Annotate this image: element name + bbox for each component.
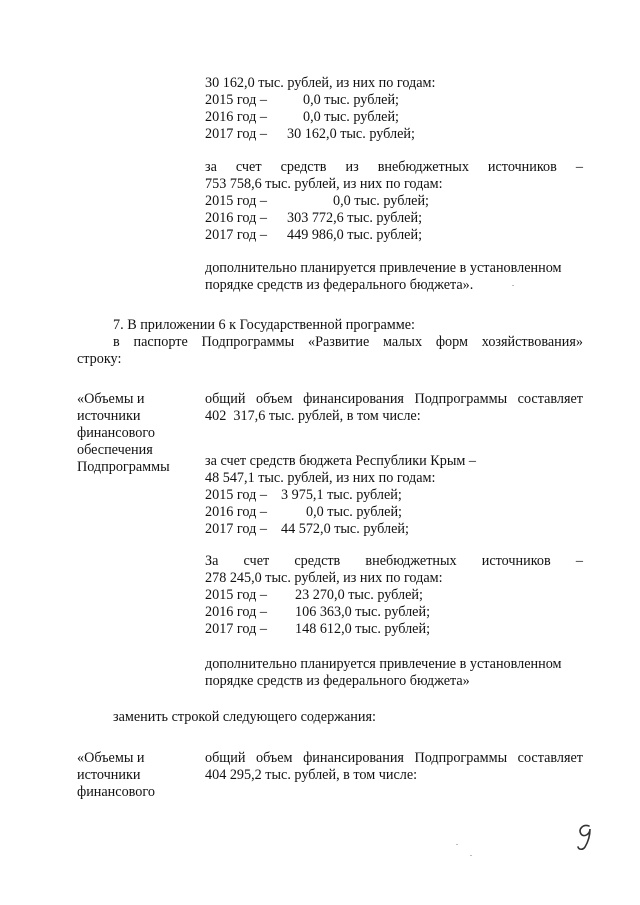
table2-label [77, 750, 155, 801]
table1-budget-line2: 48 547,1 тыс. рублей, из них по годам: [205, 470, 436, 486]
year-label: 2017 год – [205, 227, 267, 243]
year-amount: 106 363,0 тыс. рублей; [295, 604, 431, 620]
year-amount: 0,0 тыс. рублей; [303, 109, 399, 125]
scan-dot [456, 844, 458, 845]
block2-justified-line [205, 159, 583, 176]
word: – [575, 553, 583, 569]
table1-budget-2016 [205, 504, 402, 521]
year-label: 2015 год – [205, 487, 267, 503]
label-line: «Объемы и [77, 391, 145, 407]
word: внебюджетных [365, 553, 457, 569]
scan-dot [512, 285, 514, 286]
word: составляет [517, 750, 583, 766]
label-line: финансового [77, 784, 155, 800]
word: составляет [517, 391, 583, 407]
word: счет [235, 159, 262, 175]
block1-total-line: 30 162,0 тыс. рублей, из них по годам: [205, 75, 436, 91]
label-line: источники [77, 767, 141, 783]
table1-extra-2016 [205, 604, 430, 621]
year-amount: 0,0 тыс. рублей; [303, 92, 399, 108]
table1-budget-2015 [205, 487, 402, 504]
word: «Развитие [307, 334, 370, 350]
year-label: 2017 год – [205, 521, 267, 537]
replace-line: заменить строкой следующего содержания: [113, 709, 376, 725]
word: объем [255, 391, 293, 407]
word: за [205, 159, 217, 175]
block1-year-2017 [205, 126, 415, 143]
label-line: «Объемы и [77, 750, 145, 766]
year-label: 2016 год – [205, 210, 267, 226]
year-label: 2015 год – [205, 587, 267, 603]
block2-total-line: 753 758,6 тыс. рублей, из них по годам: [205, 176, 443, 192]
section7-line3: строку: [77, 351, 122, 367]
word: общий [205, 391, 246, 407]
word: форм [435, 334, 468, 350]
word: – [575, 159, 583, 175]
word: Подпрограммы [414, 750, 508, 766]
table1-label [77, 391, 170, 476]
label-line: источники [77, 408, 141, 424]
block3-line1: дополнительно планируется привлечение в установленном [205, 260, 562, 276]
table1-extra-2017 [205, 621, 430, 638]
year-amount: 303 772,6 тыс. рублей; [287, 210, 423, 226]
word: финансирования [303, 750, 404, 766]
table1-fed-line2: порядке средств из федерального бюджета» [205, 673, 470, 689]
year-label: 2017 год – [205, 621, 267, 637]
year-amount: 44 572,0 тыс. рублей; [281, 521, 409, 537]
table1-intro-line2: 402 317,6 тыс. рублей, в том числе: [205, 408, 421, 424]
table1-fed-line1: дополнительно планируется привлечение в установленном [205, 656, 562, 672]
word: Подпрограммы [201, 334, 295, 350]
word: счет [243, 553, 270, 569]
word: финансирования [303, 391, 404, 407]
block1-year-2015 [205, 92, 399, 109]
year-label: 2016 год – [205, 109, 267, 125]
word: объем [255, 750, 293, 766]
word: малых [383, 334, 423, 350]
word: паспорте [133, 334, 188, 350]
section-heading: 7. В приложении 6 к Государственной программе: [113, 317, 415, 333]
year-label: 2017 год – [205, 126, 267, 142]
table2-intro-line1 [205, 750, 583, 767]
word: За [205, 553, 219, 569]
table1-extra-justified-line [205, 553, 583, 570]
word: источников [487, 159, 557, 175]
year-label: 2016 год – [205, 604, 267, 620]
table1-extra-line2: 278 245,0 тыс. рублей, из них по годам: [205, 570, 443, 586]
label-line: финансового [77, 425, 155, 441]
section7-justified-line [113, 334, 583, 351]
table1-intro-line1 [205, 391, 583, 408]
word: внебюджетных [377, 159, 469, 175]
block2-year-2016 [205, 210, 422, 227]
year-label: 2015 год – [205, 92, 267, 108]
word: Подпрограммы [414, 391, 508, 407]
word: средств [280, 159, 327, 175]
handwritten-page-number [574, 822, 596, 852]
table1-budget-2017 [205, 521, 409, 538]
word: общий [205, 750, 246, 766]
block3-line2: порядке средств из федерального бюджета». [205, 277, 474, 293]
label-line: обеспечения [77, 442, 153, 458]
year-amount: 0,0 тыс. рублей; [306, 504, 402, 520]
label-line: Подпрограммы [77, 459, 170, 475]
year-label: 2016 год – [205, 504, 267, 520]
year-amount: 148 612,0 тыс. рублей; [295, 621, 431, 637]
block1-year-2016 [205, 109, 399, 126]
block2-year-2017 [205, 227, 422, 244]
word: средств [294, 553, 341, 569]
word: источников [481, 553, 551, 569]
year-amount: 3 975,1 тыс. рублей; [281, 487, 402, 503]
word: из [345, 159, 359, 175]
table1-budget-line1: за счет средств бюджета Республики Крым – [205, 453, 476, 469]
year-label: 2015 год – [205, 193, 267, 209]
year-amount: 23 270,0 тыс. рублей; [295, 587, 423, 603]
block2-year-2015 [205, 193, 429, 210]
table2-intro-line2: 404 295,2 тыс. рублей, в том числе: [205, 767, 418, 783]
year-amount: 0,0 тыс. рублей; [333, 193, 429, 209]
scan-dot [470, 855, 472, 856]
word: хозяйствования» [481, 334, 583, 350]
year-amount: 30 162,0 тыс. рублей; [287, 126, 415, 142]
year-amount: 449 986,0 тыс. рублей; [287, 227, 423, 243]
word: в [113, 334, 120, 350]
table1-extra-2015 [205, 587, 423, 604]
